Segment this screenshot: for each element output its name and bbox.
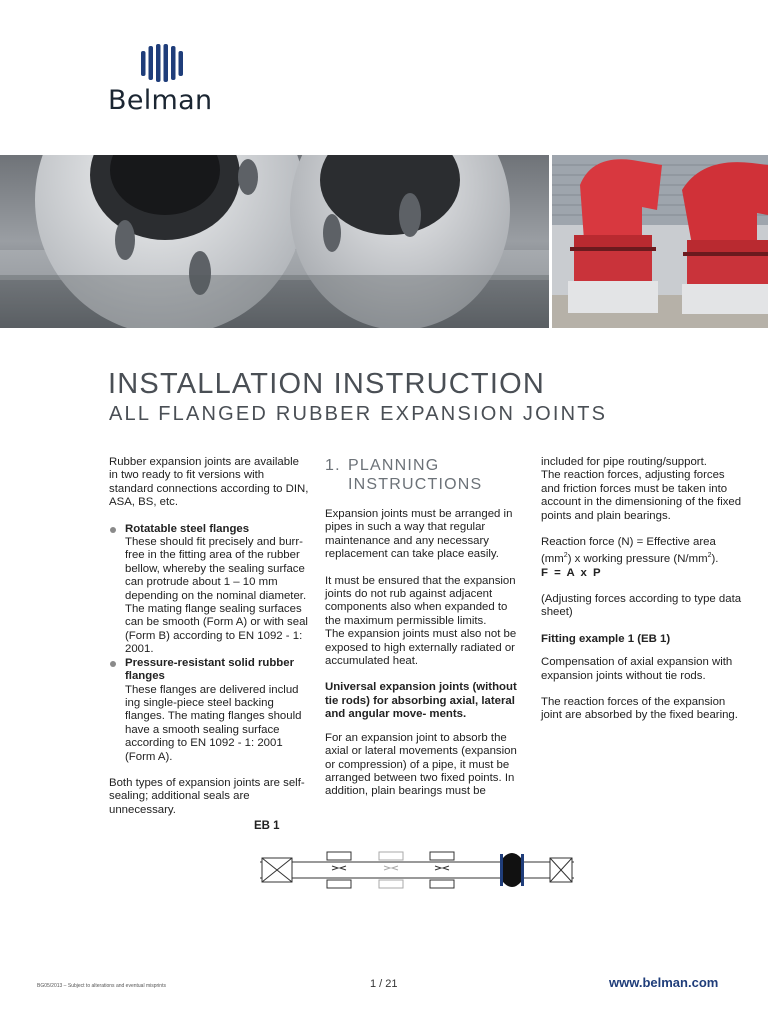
column-1 [109, 456, 309, 817]
logo-bars-icon [141, 44, 185, 82]
red-expansion-joints-photo [552, 155, 768, 328]
paragraph: included for pipe routing/support. [541, 456, 707, 468]
paragraph: It must be ensured that the expansion joints do not rub against adjacent components also when expanded to the maximum permissible limits. [325, 574, 516, 627]
paragraph: (Adjusting forces according to type data sheet) [541, 593, 742, 619]
text-fragment: Reaction force (N) = Effective area (mm [541, 536, 716, 566]
footer-disclaimer: BG05/2013 – Subject to alterations and eventual misprints [37, 983, 166, 989]
paragraph: The reaction forces, adjusting forces and friction forces must be taken into account in the dimensioning of the fixed points and plain bearings. [541, 469, 742, 522]
expansion-joint-icon [500, 853, 524, 887]
bullet-body: These flanges are delivered includ ing single-piece steel backing flanges. The mating flanges should have a smooth sealing surface according to EN 1092 - 1: 2001 (Form A). [125, 683, 302, 763]
superscript: 2 [563, 552, 568, 560]
text-fragment: ) x working pressure (N/mm [567, 553, 708, 566]
paragraph: Compensation of axial expansion with expansion joints without tie rods. [541, 656, 733, 682]
paragraph: The reaction forces of the expansion joint are absorbed by the fixed bearing. [541, 696, 738, 722]
section-title-line2: INSTRUCTIONS [348, 476, 483, 493]
bullet-item [109, 657, 309, 764]
outro-paragraph: Both types of expansion joints are self-sealing; additional seals are unnecessary. [109, 776, 305, 816]
belman-logo [108, 44, 218, 114]
eb1-diagram [252, 848, 582, 892]
paragraph: Expansion joints must be arranged in pipes in such a way that regular maintenance and any necessary replacement can take place easily. [325, 508, 513, 561]
plain-bearing-icon [327, 852, 351, 888]
paragraph: The expansion joints must also not be exposed to high externally radiated or accumulated heat. [325, 628, 517, 668]
page-subtitle: ALL FLANGED RUBBER EXPANSION JOINTS [109, 403, 608, 425]
bullet-item [109, 523, 309, 657]
text-fragment: ). [711, 553, 719, 566]
reaction-force-text [541, 536, 746, 567]
logo-wordmark: Belman [108, 85, 213, 116]
diagram-label: EB 1 [254, 820, 280, 832]
page-number: 1 / 21 [370, 978, 398, 990]
steel-flanges-photo [0, 155, 549, 328]
page-title: INSTALLATION INSTRUCTION [108, 368, 545, 400]
section-title-line1: PLANNING [348, 457, 440, 474]
intro-paragraph: Rubber expansion joints are available in two ready to fit versions with standard connections according to DIN, ASA, BS, etc. [109, 456, 309, 509]
formula: F = A x P [541, 566, 601, 579]
bullet-heading: Pressure-resistant solid rubber flanges [125, 656, 295, 683]
plain-bearing-icon [379, 852, 403, 888]
section-number: 1. [325, 457, 341, 474]
website-link[interactable]: www.belman.com [609, 975, 719, 990]
column-2 [325, 456, 520, 799]
bullet-body: These should fit precisely and burr-free in the fitting area of the rubber bellow, whereby the sealing surface can protrude about 1 – 10 mm depending on the nominal diameter. The mating flange sealing surfaces can be smooth (Form A) or with seal (Form B) according to EN 1092 - 1: 2001. [125, 536, 308, 656]
bullet-heading: Rotatable steel flanges [125, 522, 250, 535]
subheading: Universal expansion joints (without tie rods) for absorbing axial, lateral and angular move- ments. [325, 681, 517, 721]
section-heading [325, 456, 520, 494]
plain-bearing-icon [430, 852, 454, 888]
fitting-heading: Fitting example 1 (EB 1) [541, 632, 671, 645]
superscript: 2 [707, 552, 712, 560]
column-3 [541, 456, 746, 723]
paragraph: For an expansion joint to absorb the axial or lateral movements (expansion or compression) of a pipe, it must be arranged between two fixed points. In addition, plain bearings must be [325, 731, 517, 798]
